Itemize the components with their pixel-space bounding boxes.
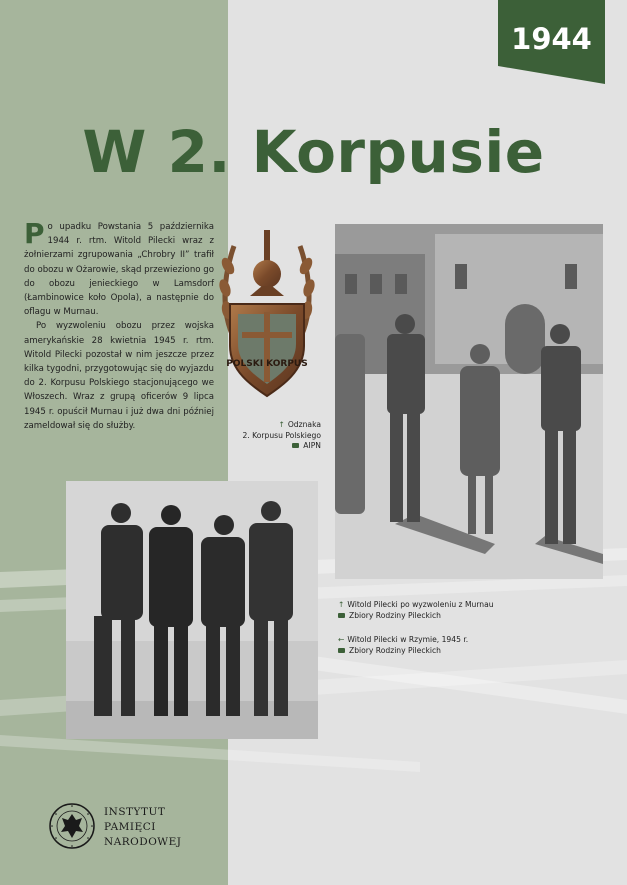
logo-line2: PAMIĘCI <box>104 821 156 833</box>
corps-badge-image <box>212 226 322 406</box>
body-text <box>24 217 214 433</box>
camera-icon <box>292 443 299 448</box>
ipn-logo <box>48 802 268 852</box>
arrow-left-icon: ← <box>338 635 345 644</box>
ipn-logo-text <box>104 805 181 850</box>
badge-inscription: POLSKI KORPUS <box>226 359 308 369</box>
badge-caption-line1-row <box>226 420 321 431</box>
street-caption-source: Zbiory Rodziny Pileckich <box>349 610 441 620</box>
badge-caption-source: AIPN <box>303 441 321 450</box>
arrow-up-icon: ↑ <box>278 420 285 429</box>
street-caption-title-row <box>338 600 578 611</box>
group-caption-title-row <box>338 635 578 646</box>
street-caption-source-row <box>338 611 578 622</box>
arrow-up-icon: ↑ <box>338 600 345 609</box>
badge-caption-line1: Odznaka <box>287 420 321 429</box>
eagle-seal-icon <box>48 802 96 850</box>
group-caption-title: Witold Pilecki w Rzymie, 1945 r. <box>347 635 469 644</box>
street-caption-title: Witold Pilecki po wyzwoleniu z Murnau <box>347 600 494 609</box>
photo-captions <box>338 600 578 656</box>
group-caption-source: Zbiory Rodziny Pileckich <box>349 645 441 655</box>
logo-line3: NARODOWEJ <box>104 836 182 848</box>
street-photo <box>335 224 603 579</box>
badge-caption-source-row <box>226 441 321 452</box>
badge-caption <box>226 420 321 452</box>
camera-icon <box>338 648 345 653</box>
paragraph-1-text: o upadku Powstania 5 października 1944 r. rtm. Witold Pilecki wraz z żołnierzami zgrupowania „Chrobry II” trafił do obozu w Ożarowie, skąd przewieziono go do obozu jenieckiego w Lamsdorf (Łambinowice koło Opola), a następnie do oflagu w Murnau. <box>24 222 214 318</box>
paragraph-1 <box>24 217 214 319</box>
drop-cap: P <box>24 217 45 250</box>
page-title: W 2. Korpusie <box>82 118 545 186</box>
group-caption-source-row <box>338 646 578 657</box>
year-label: 1944 <box>511 22 592 56</box>
group-photo <box>66 481 318 739</box>
badge-caption-line2: 2. Korpusu Polskiego <box>242 430 321 440</box>
paragraph-2: Po wyzwoleniu obozu przez wojska amerykańskie 28 kwietnia 1945 r. rtm. Witold Pilecki pozostał w nim jeszcze przez kilka tygodni, przygotowując się do wyjazdu do 2. Korpusu Polskiego stacjonującego we Włoszech. Wraz z grupą oficerów 9 lipca 1945 r. opuścił Murnau i już dwa dni później zameldował się do służby. <box>24 321 214 431</box>
year-badge <box>498 0 605 84</box>
camera-icon <box>338 613 345 618</box>
logo-line1: INSTYTUT <box>104 806 166 818</box>
